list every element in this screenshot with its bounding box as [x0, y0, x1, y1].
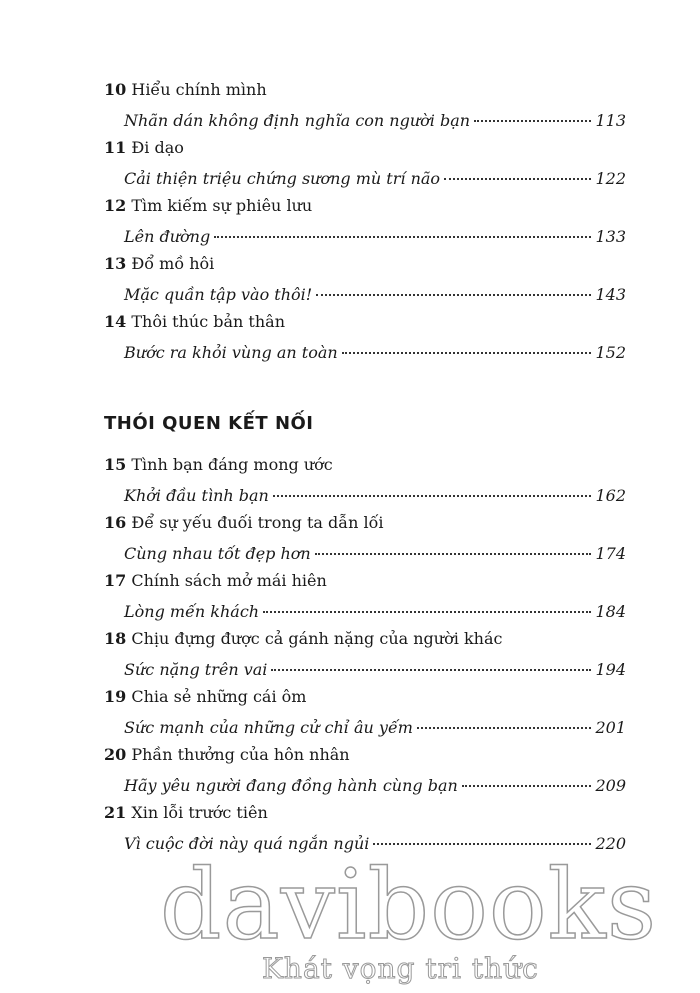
chapter-title: Thôi thúc bản thân — [131, 312, 286, 331]
toc-entry — [104, 745, 626, 796]
toc-entry — [104, 312, 626, 363]
toc-entry — [104, 196, 626, 247]
toc-entry — [104, 629, 626, 680]
chapter-subtitle: Bước ra khỏi vùng an toàn — [124, 343, 338, 362]
chapter-subtitle: Khởi đầu tình bạn — [124, 486, 269, 505]
page-number: 194 — [595, 660, 626, 679]
chapter-subtitle: Lên đường — [124, 227, 211, 246]
page-number: 209 — [595, 776, 626, 795]
chapter-subtitle: Nhãn dán không định nghĩa con người bạn — [124, 111, 471, 130]
chapter-number: 15 — [104, 455, 127, 474]
chapter-number: 13 — [104, 254, 127, 273]
chapter-subtitle: Mặc quần tập vào thôi! — [124, 285, 313, 304]
chapter-number: 11 — [104, 138, 127, 157]
chapter-title: Tìm kiếm sự phiêu lưu — [131, 196, 313, 215]
dot-leader — [273, 495, 592, 497]
chapter-number: 14 — [104, 312, 127, 331]
chapter-subtitle: Cùng nhau tốt đẹp hơn — [124, 544, 311, 563]
toc-entry — [104, 254, 626, 305]
dot-leader — [444, 178, 591, 180]
chapter-subtitle: Vì cuộc đời này quá ngắn ngủi — [124, 834, 370, 853]
toc-entry — [104, 80, 626, 131]
dot-leader — [462, 785, 592, 787]
chapter-number: 10 — [104, 80, 127, 99]
chapter-title: Chính sách mở mái hiên — [131, 571, 327, 590]
dot-leader — [417, 727, 591, 729]
chapter-number: 18 — [104, 629, 127, 648]
chapter-subtitle: Lòng mến khách — [124, 602, 260, 621]
chapter-title: Xin lỗi trước tiên — [131, 803, 268, 822]
toc-entry — [104, 455, 626, 506]
chapter-title: Chia sẻ những cái ôm — [131, 687, 307, 706]
dot-leader — [214, 236, 591, 238]
dot-leader — [271, 669, 591, 671]
dot-leader — [474, 120, 591, 122]
chapter-title: Đi dạo — [131, 138, 184, 157]
page-number: 113 — [595, 111, 626, 130]
section-heading: THÓI QUEN KẾT NỐI — [104, 413, 314, 434]
page-number: 201 — [595, 718, 626, 737]
dot-leader — [315, 553, 592, 555]
page-number: 220 — [595, 834, 626, 853]
page-number: 162 — [595, 486, 626, 505]
chapter-title: Hiểu chính mình — [131, 80, 267, 99]
page-number: 133 — [595, 227, 626, 246]
dot-leader — [342, 352, 592, 354]
page-number: 143 — [595, 285, 626, 304]
watermark-tagline: Khát vọng tri thức — [262, 952, 539, 985]
page-number: 174 — [595, 544, 626, 563]
chapter-number: 21 — [104, 803, 127, 822]
chapter-title: Đổ mồ hôi — [131, 254, 215, 273]
dot-leader — [316, 294, 591, 296]
toc-entry — [104, 513, 626, 564]
chapter-number: 19 — [104, 687, 127, 706]
page-number: 122 — [595, 169, 626, 188]
chapter-number: 12 — [104, 196, 127, 215]
toc-entry — [104, 687, 626, 738]
watermark-brand: davibooks — [160, 849, 658, 961]
chapter-title: Tình bạn đáng mong ước — [131, 455, 333, 474]
toc-entry — [104, 803, 626, 854]
chapter-number: 20 — [104, 745, 127, 764]
page-number: 152 — [595, 343, 626, 362]
chapter-title: Phần thưởng của hôn nhân — [131, 745, 350, 764]
chapter-subtitle: Sức nặng trên vai — [124, 660, 268, 679]
toc-entry — [104, 138, 626, 189]
chapter-title: Chịu đựng được cả gánh nặng của người khác — [131, 629, 503, 648]
page-number: 184 — [595, 602, 626, 621]
chapter-title: Để sự yếu đuối trong ta dẫn lối — [131, 513, 384, 532]
dot-leader — [263, 611, 591, 613]
chapter-subtitle: Cải thiện triệu chứng sương mù trí não — [124, 169, 441, 188]
toc-entry — [104, 571, 626, 622]
chapter-subtitle: Sức mạnh của những cử chỉ âu yếm — [124, 718, 413, 737]
chapter-number: 16 — [104, 513, 127, 532]
chapter-number: 17 — [104, 571, 127, 590]
dot-leader — [373, 843, 591, 845]
chapter-subtitle: Hãy yêu người đang đồng hành cùng bạn — [124, 776, 458, 795]
